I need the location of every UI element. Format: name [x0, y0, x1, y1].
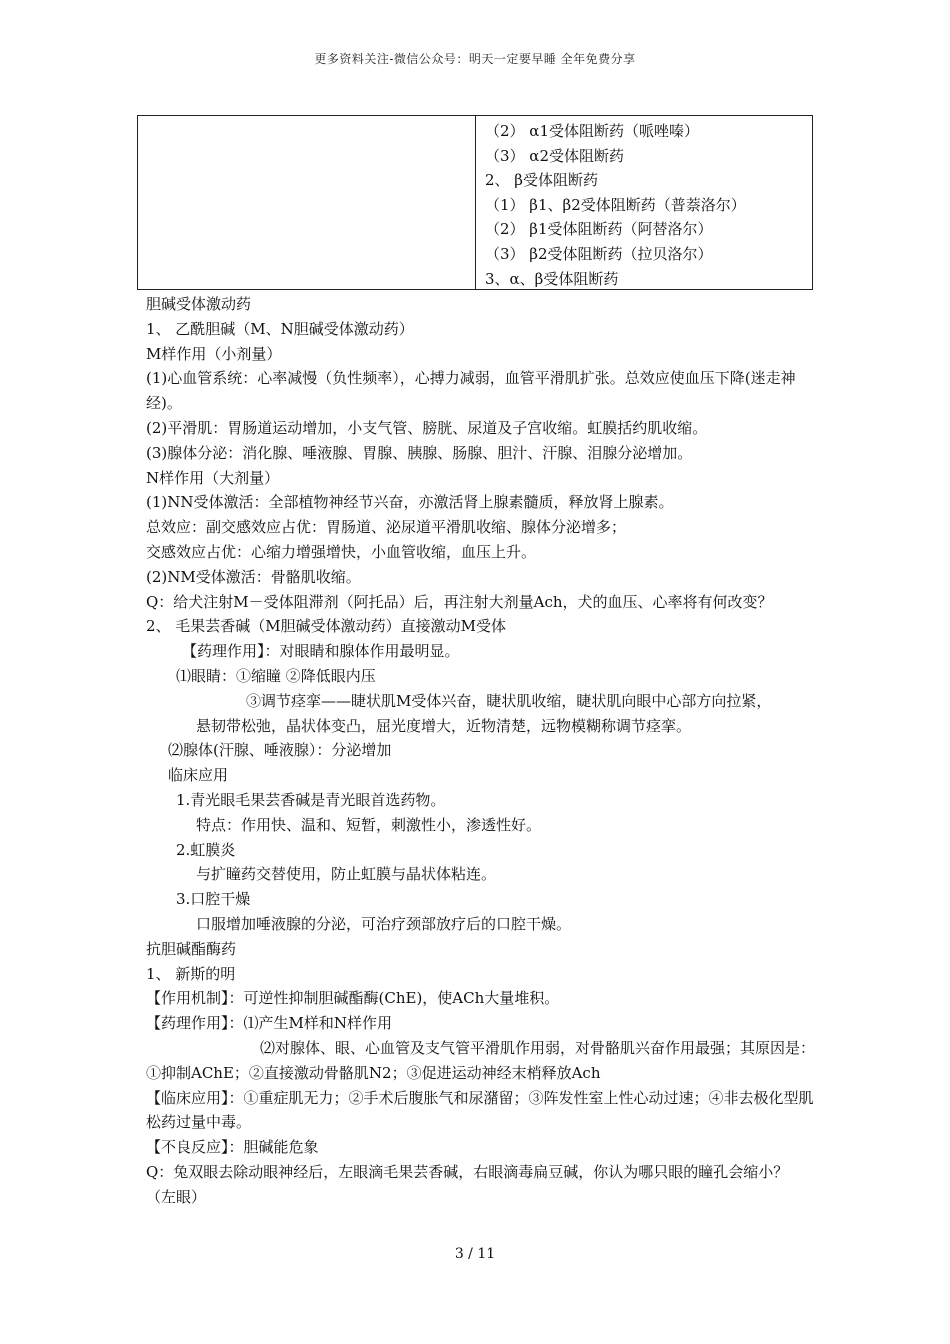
section-heading: 抗胆碱酯酶药	[146, 939, 237, 958]
paragraph: 【药理作用】：⑴产生M样和N样作用	[146, 1014, 392, 1033]
paragraph: 与扩瞳药交替使用，防止虹膜与晶状体粘连。	[196, 865, 497, 884]
paragraph: 口服增加唾液腺的分泌，可治疗颈部放疗后的口腔干燥。	[196, 914, 572, 933]
paragraph: (3)腺体分泌：消化腺、唾液腺、胃腺、胰腺、肠腺、胆汁、汗腺、泪腺分泌增加。	[146, 443, 693, 462]
paragraph: ⑵对腺体、眼、心血管及支气管平滑肌作用弱，对骨骼肌兴奋作用最强；其原因是：①抑制AChE；②直接激动骨骼肌N2；③促进运动神经末梢释放Ach	[146, 1038, 816, 1082]
table-divider	[475, 116, 476, 289]
subheading: 临床应用	[168, 766, 229, 785]
drug-heading: 1、 新斯的明	[146, 964, 236, 983]
subheading: N样作用（大剂量）	[146, 468, 280, 487]
paragraph: 【药理作用】：对眼睛和腺体作用最明显。	[182, 642, 460, 661]
table-line: （2） α1受体阻断药（哌唑嗪）	[485, 122, 699, 140]
table-line: （3） β2受体阻断药（拉贝洛尔）	[485, 244, 713, 263]
paragraph: 【临床应用】：①重症肌无力；②手术后腹胀气和尿潴留；③阵发性室上性心动过速；④非去极化型肌松药过量中毒。	[146, 1088, 814, 1132]
table-line: （3） α2受体阻断药	[485, 146, 624, 165]
drug-heading: 2、 毛果芸香碱（M胆碱受体激动药）直接激动M受体	[146, 617, 507, 636]
table-line: （1） β1、β2受体阻断药（普萘洛尔）	[485, 195, 746, 214]
paragraph: 特点：作用快、温和、短暂，刺激性小，渗透性好。	[196, 815, 542, 834]
paragraph: ⑴眼睛：①缩瞳 ②降低眼内压	[176, 666, 376, 685]
table-line: 3、α、β受体阻断药	[485, 269, 619, 288]
table-line: 2、 β受体阻断药	[485, 171, 598, 190]
paragraph: 【作用机制】：可逆性抑制胆碱酯酶(ChE)，使ACh大量堆积。	[146, 989, 560, 1008]
question: Q：给犬注射M－受体阻滞剂（阿托品）后，再注射大剂量Ach，犬的血压、心率将有何改变？	[146, 592, 773, 611]
paragraph: (1)心血管系统：心率减慢（负性频率），心搏力减弱，血管平滑肌扩张。总效应使血压下降(迷走神经)。	[146, 369, 796, 413]
list-item: 3.口腔干燥	[176, 890, 251, 909]
paragraph: (1)NN受体激活：全部植物神经节兴奋，亦激活肾上腺素髓质，释放肾上腺素。	[146, 493, 674, 512]
drug-heading: 1、 乙酰胆碱（M、N胆碱受体激动药）	[146, 319, 414, 338]
paragraph: ⑵腺体(汗腺、唾液腺）：分泌增加	[168, 741, 392, 760]
page-number: 3 / 11	[454, 1246, 496, 1262]
subheading: M样作用（小剂量）	[146, 344, 282, 363]
page-header: 更多资料关注-微信公众号：明天一定要早睡 全年免费分享	[314, 52, 636, 66]
receptor-table	[137, 115, 813, 290]
document-body	[146, 292, 818, 1209]
list-item: 2.虹膜炎	[176, 840, 236, 859]
table-right-cell	[485, 119, 808, 291]
list-item: 1.青光眼毛果芸香碱是青光眼首选药物。	[176, 790, 446, 809]
paragraph: ③调节痉挛——睫状肌M受体兴奋，睫状肌收缩，睫状肌向眼中心部方向拉紧，	[246, 691, 772, 710]
paragraph: 交感效应占优：心缩力增强增快，小血管收缩，血压上升。	[146, 542, 537, 561]
paragraph: 【不良反应】：胆碱能危象	[146, 1138, 319, 1157]
paragraph: 悬韧带松弛，晶状体变凸，屈光度增大，近物清楚，远物模糊称调节痉挛。	[196, 716, 692, 735]
section-heading: 胆碱受体激动药	[146, 295, 252, 313]
question: Q：兔双眼去除动眼神经后，左眼滴毛果芸香碱，右眼滴毒扁豆碱，你认为哪只眼的瞳孔会缩小？（左眼）	[146, 1162, 789, 1206]
table-line: （2） β1受体阻断药（阿替洛尔）	[485, 220, 713, 239]
paragraph: 总效应：副交感效应占优：胃肠道、泌尿道平滑肌收缩、腺体分泌增多；	[146, 518, 627, 537]
paragraph: (2)平滑肌：胃肠道运动增加，小支气管、膀胱、尿道及子宫收缩。虹膜括约肌收缩。	[146, 418, 708, 437]
paragraph: (2)NM受体激活：骨骼肌收缩。	[146, 567, 361, 586]
